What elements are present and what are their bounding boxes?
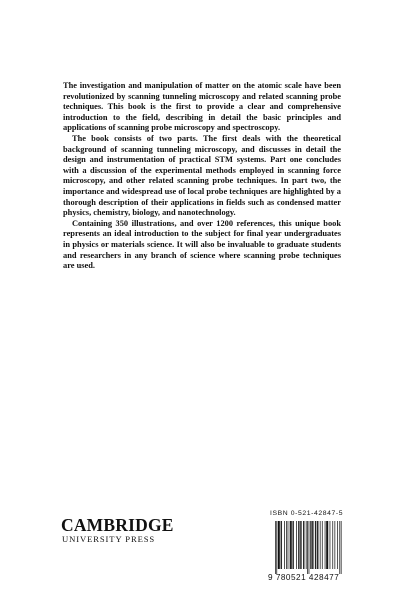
barcode-bar: [299, 521, 300, 569]
barcode-bar: [332, 521, 333, 569]
barcode-bar: [304, 521, 305, 569]
barcode-bar: [293, 521, 294, 569]
barcode-bar: [316, 521, 317, 569]
barcode-bar: [330, 521, 331, 569]
barcode-bar: [293, 521, 294, 569]
barcode-bar: [290, 521, 291, 569]
barcode-bar: [317, 521, 318, 569]
barcode-bar: [339, 521, 340, 574]
barcode-bar: [326, 521, 327, 569]
barcode-bar: [328, 521, 329, 569]
barcode-bar: [318, 521, 319, 569]
barcode-bar: [309, 521, 310, 574]
back-cover-blurb: [63, 81, 341, 272]
barcode-bar: [313, 521, 314, 569]
publisher-logo: [61, 516, 191, 544]
barcode-bar: [275, 521, 276, 574]
publisher-name: CAMBRIDGE: [61, 515, 174, 535]
barcode-bar: [307, 521, 308, 574]
barcode-bar: [291, 521, 292, 569]
barcode-bar: [327, 521, 328, 569]
barcode-bar: [281, 521, 282, 569]
barcode-bar: [278, 521, 279, 569]
barcode-bar: [298, 521, 299, 569]
barcode-bar: [320, 521, 321, 569]
barcode-digits: 9 780521 428477: [268, 573, 340, 582]
barcode-bar: [276, 521, 277, 574]
barcode-bar: [306, 521, 307, 569]
barcode-bar: [335, 521, 336, 569]
barcode-graphic: [266, 520, 342, 582]
barcode-bar: [300, 521, 301, 569]
barcode-bar: [284, 521, 285, 569]
blurb-paragraph-3: Containing 350 illustrations, and over 1200 references, this unique book represents an ideal introduction to the subject for final year undergraduates in physics or materials science. It will also be invaluable to graduate students and researchers in any branch of science where scanning probe techniques are used.: [63, 218, 341, 271]
barcode-bar: [315, 521, 316, 569]
barcode-bar: [288, 521, 289, 569]
barcode-bar: [312, 521, 313, 569]
barcode-bar: [286, 521, 287, 569]
publisher-subtitle: UNIVERSITY PRESS: [62, 534, 156, 544]
blurb-paragraph-1: The investigation and manipulation of matter on the atomic scale have been revolutionized by scanning tunneling microscopy and related scanning probe techniques. This book is the first to provide a clear and comprehensive introduction to the field, describing in detail the basic principles and applications of scanning probe microscopy and spectroscopy.: [63, 81, 341, 133]
barcode-bar: [310, 521, 311, 569]
barcode-bar: [281, 521, 282, 569]
barcode-bar: [325, 521, 326, 569]
blurb-paragraph-2: The book consists of two parts. The first deals with the theoretical background of scanning tunneling microscopy, and discusses in detail the design and instrumentation of practical STM systems. Part one concludes with a discussion of the experimental methods employed in scanning force microscopy, and other related scanning probe techniques. In part two, the importance and widespread use of local probe techniques are highlighted by a thorough description of their applications in fields such as condensed matter physics, chemistry, biology, and nanotechnology.: [63, 133, 341, 218]
barcode-bar: [296, 521, 297, 569]
barcode-bar: [303, 521, 304, 569]
barcode-bar: [341, 521, 342, 574]
barcode-bar: [337, 521, 338, 569]
barcode-bar: [322, 521, 323, 569]
barcode-bar: [311, 521, 312, 569]
isbn-barcode: [266, 520, 342, 582]
isbn-label: ISBN 0-521-42847-5: [270, 510, 344, 517]
barcode-bar: [290, 521, 291, 569]
barcode-bar: [279, 521, 280, 569]
barcode-bar: [301, 521, 302, 569]
barcode-bar: [279, 521, 280, 569]
